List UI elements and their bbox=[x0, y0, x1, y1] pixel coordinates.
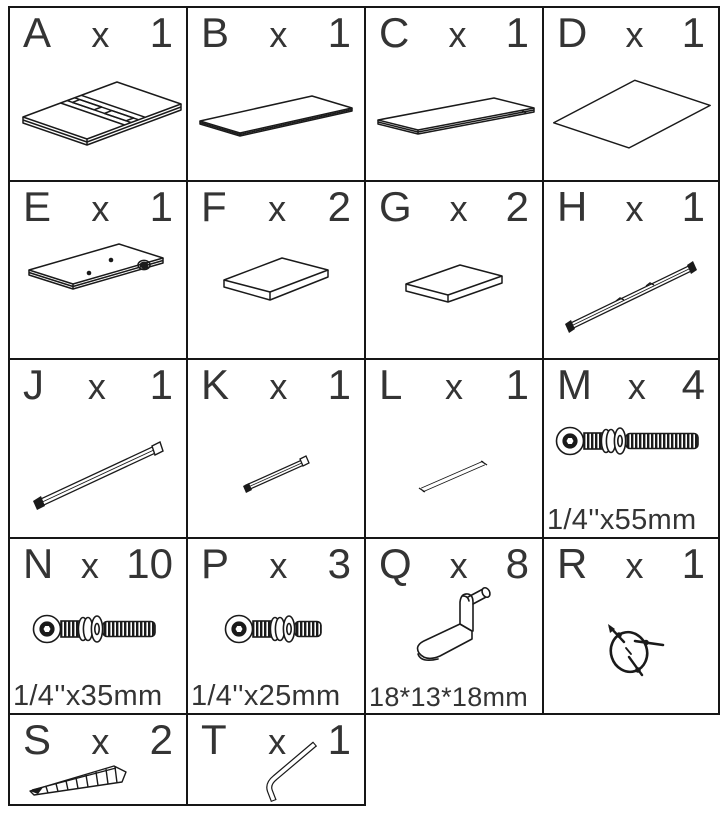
part-size: 1/4''x35mm bbox=[13, 680, 163, 712]
thin-rod-icon bbox=[368, 410, 540, 533]
part-qty: 1 bbox=[327, 716, 351, 763]
shelf-pin-icon bbox=[368, 583, 540, 675]
part-label bbox=[23, 540, 173, 588]
part-letter: A bbox=[23, 9, 52, 56]
part-qty: 4 bbox=[681, 361, 705, 408]
folding-panel-icon bbox=[12, 58, 184, 176]
times-symbol: x bbox=[625, 545, 644, 586]
part-label bbox=[201, 540, 351, 588]
part-qty: 3 bbox=[327, 540, 351, 587]
part-qty: 1 bbox=[681, 540, 705, 587]
part-label bbox=[201, 183, 351, 231]
part-label bbox=[379, 361, 529, 409]
part-qty: 2 bbox=[505, 183, 529, 230]
short-rod-icon bbox=[190, 410, 362, 533]
times-symbol: x bbox=[80, 545, 99, 586]
times-symbol: x bbox=[268, 721, 287, 762]
times-symbol: x bbox=[449, 188, 468, 229]
part-letter: D bbox=[557, 9, 588, 56]
thin-panel-icon bbox=[190, 58, 362, 176]
part-cell-m bbox=[542, 358, 720, 539]
part-cell-k bbox=[186, 358, 366, 539]
part-cell-t bbox=[186, 713, 366, 806]
part-letter: S bbox=[23, 716, 52, 763]
times-symbol: x bbox=[625, 14, 644, 55]
part-label bbox=[379, 540, 529, 588]
part-cell-b bbox=[186, 6, 366, 182]
notched-rail-icon bbox=[546, 232, 716, 354]
part-cell-c bbox=[364, 6, 544, 182]
part-size: 1/4''x55mm bbox=[547, 504, 697, 536]
times-symbol: x bbox=[625, 188, 644, 229]
part-cell-s bbox=[8, 713, 188, 806]
part-letter: F bbox=[201, 183, 227, 230]
bolt-icon bbox=[190, 583, 362, 675]
times-symbol: x bbox=[91, 14, 110, 55]
times-symbol: x bbox=[269, 366, 288, 407]
part-qty: 1 bbox=[149, 361, 173, 408]
part-cell-g bbox=[364, 180, 544, 360]
part-label bbox=[23, 183, 173, 231]
part-size: 18*13*18mm bbox=[369, 682, 529, 712]
part-qty: 1 bbox=[149, 183, 173, 230]
flat-sheet-icon bbox=[546, 58, 716, 176]
part-letter: Q bbox=[379, 540, 412, 587]
part-letter: H bbox=[557, 183, 588, 230]
part-qty: 8 bbox=[505, 540, 529, 587]
times-symbol: x bbox=[91, 721, 110, 762]
times-symbol: x bbox=[269, 545, 288, 586]
part-label bbox=[557, 183, 705, 231]
part-letter: M bbox=[557, 361, 592, 408]
part-label bbox=[379, 183, 529, 231]
small-board-icon bbox=[190, 232, 362, 354]
part-cell-j bbox=[8, 358, 188, 539]
part-letter: L bbox=[379, 361, 403, 408]
part-label bbox=[557, 540, 705, 588]
part-label bbox=[557, 9, 705, 57]
times-symbol: x bbox=[449, 545, 468, 586]
panel-with-holes-icon bbox=[12, 232, 184, 354]
part-letter: G bbox=[379, 183, 412, 230]
part-qty: 1 bbox=[681, 9, 705, 56]
part-cell-d bbox=[542, 6, 720, 182]
part-qty: 2 bbox=[327, 183, 351, 230]
part-qty: 1 bbox=[505, 9, 529, 56]
part-letter: T bbox=[201, 716, 227, 763]
part-cell-q bbox=[364, 537, 544, 715]
part-letter: R bbox=[557, 540, 588, 587]
part-label bbox=[379, 9, 529, 57]
times-symbol: x bbox=[269, 14, 288, 55]
part-label bbox=[23, 9, 173, 57]
nail-glide-icon bbox=[546, 589, 716, 709]
part-cell-n bbox=[8, 537, 188, 715]
part-letter: B bbox=[201, 9, 230, 56]
part-letter: N bbox=[23, 540, 54, 587]
part-label bbox=[557, 361, 705, 409]
part-qty: 2 bbox=[149, 716, 173, 763]
times-symbol: x bbox=[87, 366, 106, 407]
part-qty: 1 bbox=[681, 183, 705, 230]
part-cell-a bbox=[8, 6, 188, 182]
part-letter: E bbox=[23, 183, 52, 230]
part-label bbox=[201, 361, 351, 409]
times-symbol: x bbox=[445, 366, 463, 407]
part-qty: 1 bbox=[505, 361, 529, 408]
part-letter: C bbox=[379, 9, 410, 56]
part-cell-f bbox=[186, 180, 366, 360]
small-board-icon bbox=[368, 232, 540, 354]
times-symbol: x bbox=[448, 14, 467, 55]
bolt-icon bbox=[12, 583, 184, 675]
times-symbol: x bbox=[627, 366, 646, 407]
times-symbol: x bbox=[91, 188, 110, 229]
part-letter: J bbox=[23, 361, 44, 408]
part-label bbox=[23, 361, 173, 409]
thin-panel-icon bbox=[368, 58, 540, 176]
part-cell-l bbox=[364, 358, 544, 539]
part-qty: 1 bbox=[327, 361, 351, 408]
long-bar-icon bbox=[12, 410, 184, 533]
part-qty: 1 bbox=[327, 9, 351, 56]
part-size: 1/4''x25mm bbox=[191, 680, 341, 712]
part-letter: P bbox=[201, 540, 230, 587]
wedge-shim-icon bbox=[12, 757, 184, 802]
part-qty: 1 bbox=[149, 9, 173, 56]
part-cell-p bbox=[186, 537, 366, 715]
part-cell-e bbox=[8, 180, 188, 360]
part-qty: 10 bbox=[126, 540, 173, 587]
part-cell-r bbox=[542, 537, 720, 715]
part-letter: K bbox=[201, 361, 230, 408]
part-label bbox=[201, 9, 351, 57]
times-symbol: x bbox=[268, 188, 287, 229]
allen-key-icon bbox=[190, 737, 362, 802]
bolt-icon bbox=[546, 404, 716, 477]
part-cell-h bbox=[542, 180, 720, 360]
